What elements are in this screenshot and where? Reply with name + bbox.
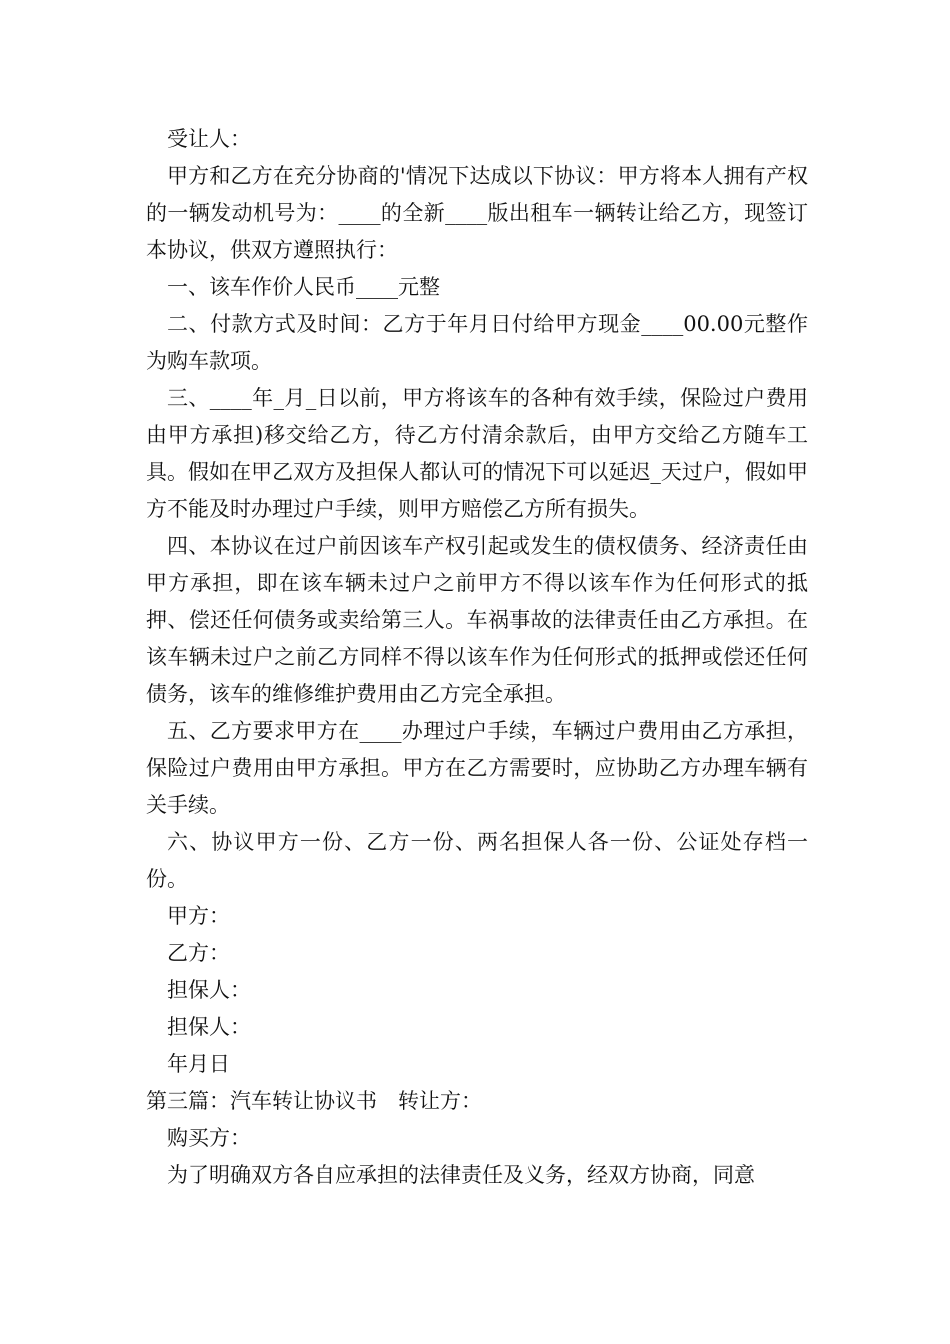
document-page bbox=[146, 121, 808, 1194]
paragraph-clause-1: 一、该车作价人民币____元整 bbox=[167, 275, 440, 299]
paragraph-transferee: 受让人： bbox=[167, 127, 251, 151]
signature-guarantor-2: 担保人： bbox=[167, 1015, 251, 1039]
paragraph-buyer: 购买方： bbox=[167, 1126, 251, 1150]
signature-party-a: 甲方： bbox=[167, 904, 230, 928]
paragraph-clause-3: 三、____年_月_日以前，甲方将该车的各种有效手续，保险过户费用由甲方承担)移交给乙方，待乙方付清余款后，由甲方交给乙方随车工具。假如在甲乙双方及担保人都认可的情况下可以延迟_天过户，假如甲方不能及时办理过户手续，则甲方赔偿乙方所有损失。 bbox=[146, 386, 808, 521]
signature-party-b: 乙方： bbox=[167, 941, 230, 965]
paragraph-clause-5: 五、乙方要求甲方在____办理过户手续，车辆过户费用由乙方承担，保险过户费用由甲方承担。甲方在乙方需要时，应协助乙方办理车辆有关手续。 bbox=[146, 719, 808, 817]
paragraph-clause-2: 二、付款方式及时间：乙方于年月日付给甲方现金____00.00元整作为购车款项。 bbox=[146, 312, 808, 373]
paragraph-clause-6: 六、协议甲方一份、乙方一份、两名担保人各一份、公证处存档一份。 bbox=[146, 830, 808, 891]
paragraph-purpose: 为了明确双方各自应承担的法律责任及义务，经双方协商，同意 bbox=[167, 1163, 755, 1187]
signature-date: 年月日 bbox=[167, 1052, 230, 1076]
signature-guarantor-1: 担保人： bbox=[167, 978, 251, 1002]
paragraph-agreement-intro: 甲方和乙方在充分协商的'情况下达成以下协议：甲方将本人拥有产权的一辆发动机号为：____的全新____版出租车一辆转让给乙方，现签订本协议，供双方遵照执行： bbox=[146, 164, 808, 262]
section-heading-third: 第三篇：汽车转让协议书 转让方： bbox=[146, 1089, 482, 1113]
paragraph-clause-4: 四、本协议在过户前因该车产权引起或发生的债权债务、经济责任由甲方承担，即在该车辆未过户之前甲方不得以该车作为任何形式的抵押、偿还任何债务或卖给第三人。车祸事故的法律责任由乙方承担。在该车辆未过户之前乙方同样不得以该车作为任何形式的抵押或偿还任何债务，该车的维修维护费用由乙方完全承担。 bbox=[146, 534, 808, 706]
